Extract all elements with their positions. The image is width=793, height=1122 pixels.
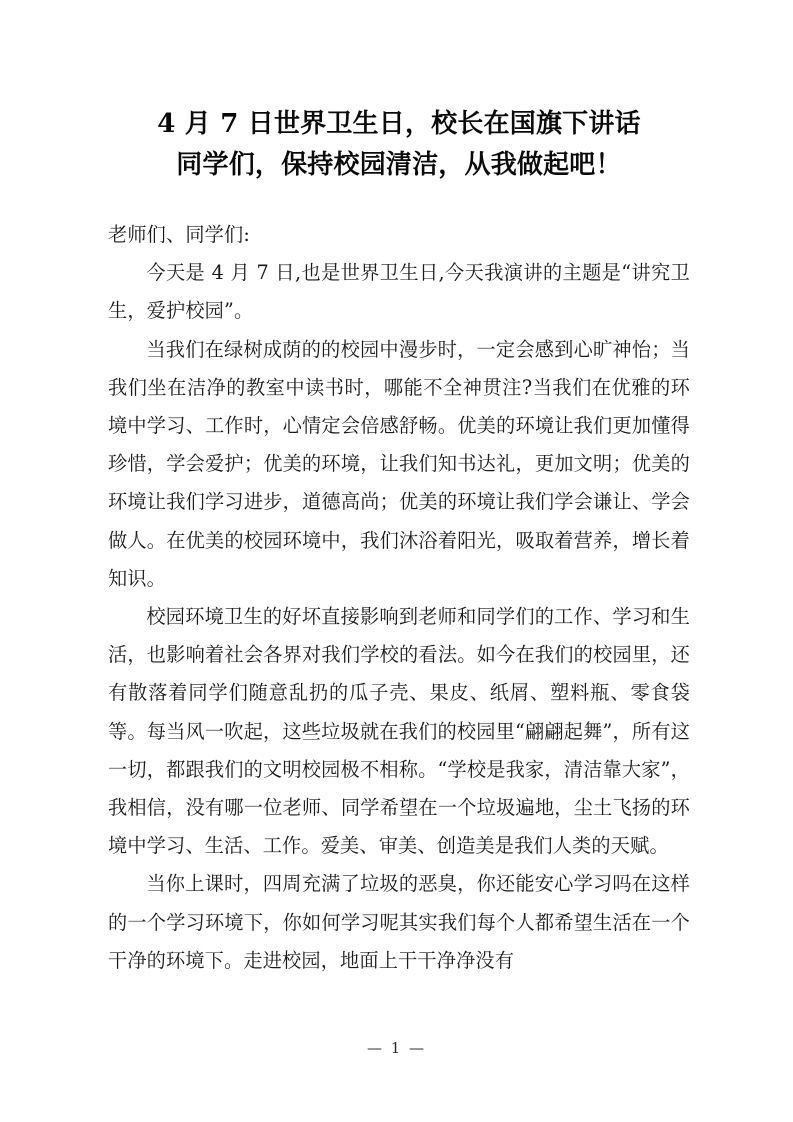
paragraph-1: 今天是 4 月 7 日,也是世界卫生日,今天我演讲的主题是“讲究卫生，爱护校园”。 [108,261,690,323]
page-content [108,0,690,980]
salutation: 老师们、同学们: [108,223,250,246]
paragraph-3: 校园环境卫生的好坏直接影响到老师和同学们的工作、学习和生活，也影响着社会各界对我们学校的看法。如今在我们的校园里，还有散落着同学们随意乱扔的瓜子壳、果皮、纸屑、塑料瓶、零食袋等。每当风一吹起，这些垃圾就在我们的校园里“翩翩起舞”，所有这一切，都跟我们的文明校园极不相称。“学校是我家，清洁靠大家”，我相信，没有哪一位老师、同学希望在一个垃圾遍地，尘土飞扬的环境中学习、生活、工作。爱美、审美、创造美是我们人类的天赋。 [108,605,690,858]
paragraph-2: 当我们在绿树成荫的的校园中漫步时，一定会感到心旷神怡；当我们坐在洁净的教室中读书时，哪能不全神贯注?当我们在优雅的环境中学习、工作时，心情定会倍感舒畅。优美的环境让我们更加懂得珍惜，学会爱护；优美的环境，让我们知书达礼，更加文明；优美的环境让我们学习进步，道德高尚；优美的环境让我们学会谦让、学会做人。在优美的校园环境中，我们沐浴着阳光，吸取着营养，增长着知识。 [108,337,690,590]
page-title [108,0,690,186]
page-number-footer: — 1 — [366,1039,427,1057]
document-body [108,216,690,980]
page-title-line-2: 同学们，保持校园清洁，从我做起吧！ [176,150,622,180]
page-title-line-1: 4 月 7 日世界卫生日，校长在国旗下讲话 [157,109,641,139]
paragraph-4: 当你上课时，四周充满了垃圾的恶臭，你还能安心学习吗在这样的一个学习环境下，你如何学习呢其实我们每个人都希望生活在一个干净的环境下。走进校园，地面上干干净净没有 [108,872,690,972]
